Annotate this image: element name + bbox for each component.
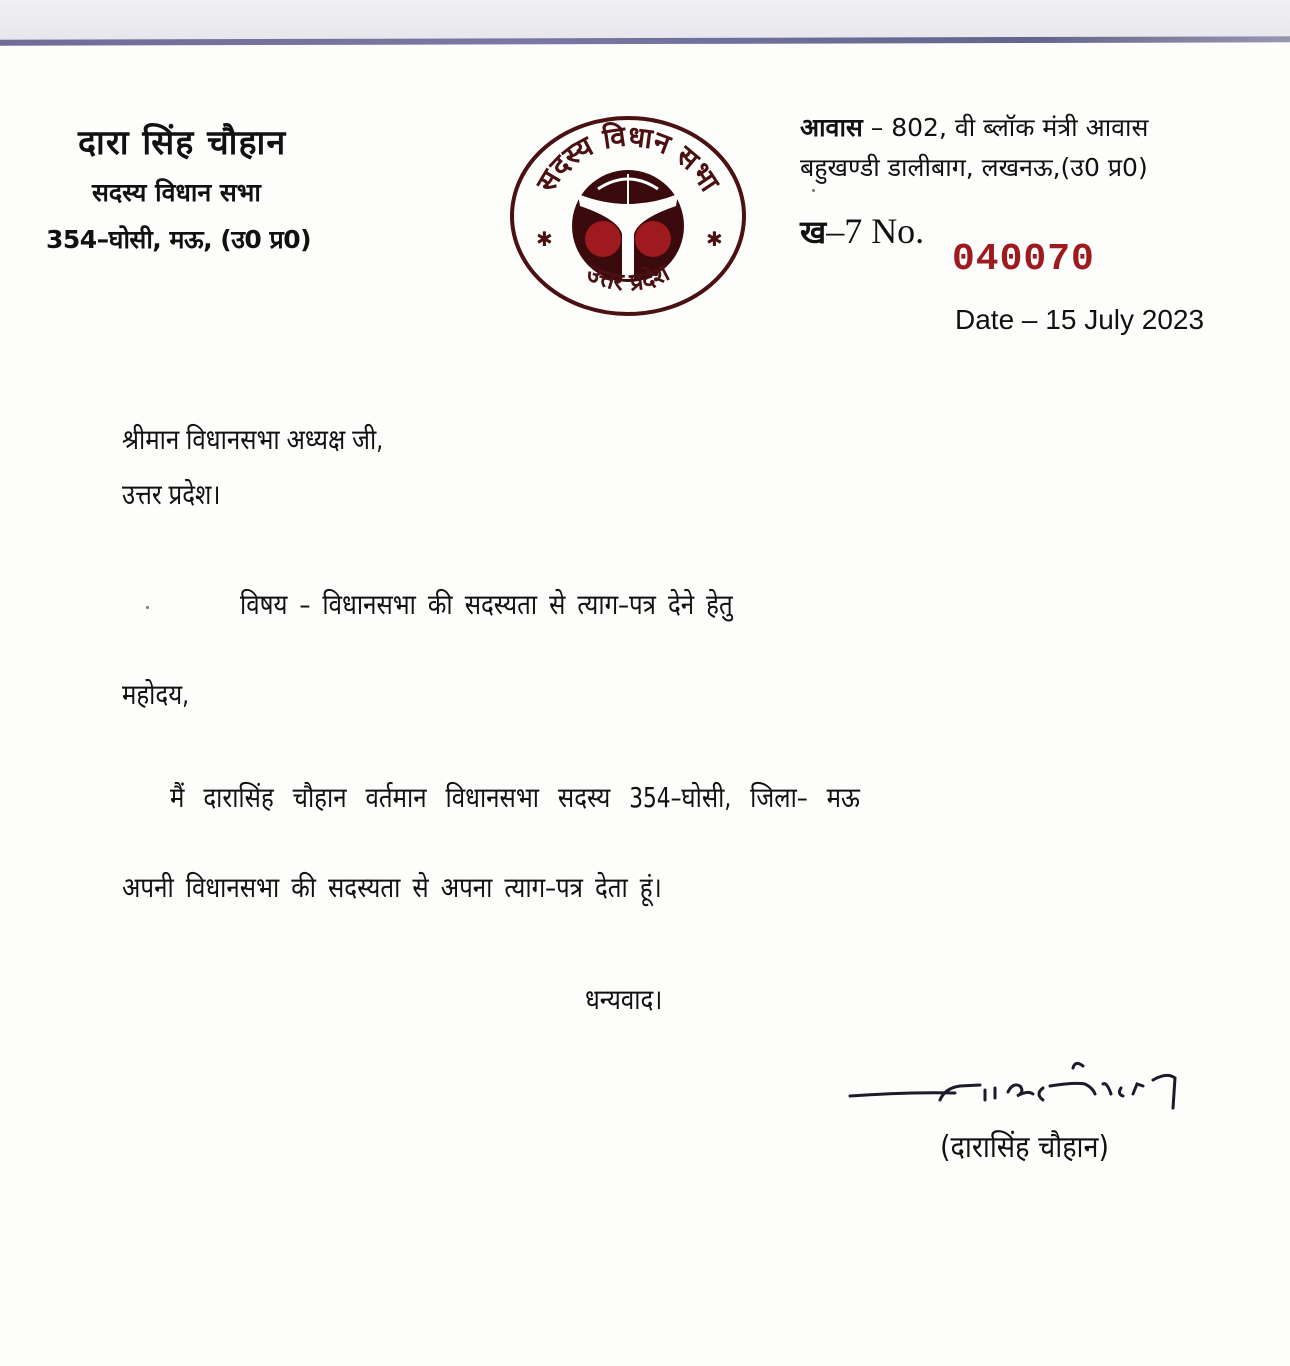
svg-text:सदस्य विधान सभा: सदस्य विधान सभा [529,119,727,198]
reference-label [800,210,924,253]
letterhead-name: दारा सिंह चौहान [78,123,287,163]
letter-date: Date – 15 July 2023 [955,304,1205,335]
paper-speck [812,189,815,192]
addressee-line2: उत्तर प्रदेश। [122,478,221,511]
serial-number-stamp: 040070 [952,238,1095,281]
paragraph-line2: अपनी विधानसभा की सदस्यता से अपना त्याग–पत्र देता हूं। [122,871,662,904]
addressee-line1: श्रीमान विधानसभा अध्यक्ष जी, [122,423,384,456]
svg-text:✱: ✱ [536,227,553,251]
address-line1-text: – 802, वी ब्लॉक मंत्री आवास [862,113,1149,142]
handwritten-signature-icon [845,1048,1245,1118]
salutation: महोदय, [122,678,190,711]
reference-suffix: –7 No. [826,211,925,251]
paper-speck [146,606,149,609]
letterhead-role: सदस्य विधान सभा [92,178,261,207]
svg-text:✱: ✱ [706,227,723,251]
background-top [0,0,1290,40]
closing: धन्यवाद। [585,983,663,1016]
reference-prefix: ख [800,213,827,251]
residence-address-line2: बहुखण्डी डालीबाग, लखनऊ,(उ0 प्र0) [800,153,1148,182]
residence-address-line1 [800,110,1148,144]
svg-text:उत्तर प्रदेश: उत्तर प्रदेश [581,258,674,297]
up-state-emblem-icon [508,114,748,318]
letterhead-constituency: 354–घोसी, मऊ, (उ0 प्र0) [46,225,312,254]
signatory-name: (दारासिंह चौहान) [940,1130,1110,1165]
paragraph-line1: मैं दारासिंह चौहान वर्तमान विधानसभा सदस्य 354–घोसी, जिला– मऊ [170,781,860,814]
subject-line: विषय – विधानसभा की सदस्यता से त्याग–पत्र देने हेतु [240,588,733,621]
address-label: आवास [800,113,863,142]
